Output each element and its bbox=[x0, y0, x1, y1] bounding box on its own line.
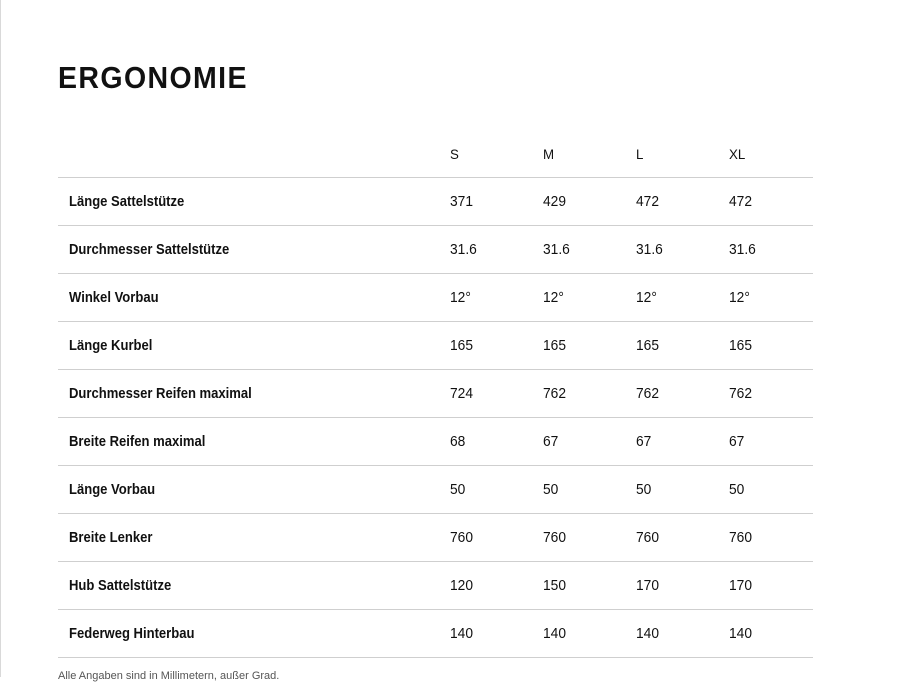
cell-value: 762 bbox=[636, 370, 729, 418]
table-row bbox=[58, 418, 813, 466]
row-label: Länge Kurbel bbox=[58, 322, 450, 370]
section-title: ERGONOMIE bbox=[58, 60, 248, 95]
cell-value: 762 bbox=[729, 370, 813, 418]
table-header-row bbox=[58, 130, 813, 178]
cell-value: 165 bbox=[729, 322, 813, 370]
cell-value: 170 bbox=[729, 562, 813, 610]
cell-value: 371 bbox=[450, 178, 543, 226]
cell-value: 165 bbox=[636, 322, 729, 370]
table-row bbox=[58, 562, 813, 610]
row-label: Durchmesser Reifen maximal bbox=[58, 370, 450, 418]
cell-value: 31.6 bbox=[729, 226, 813, 274]
header-size-l: L bbox=[636, 130, 729, 178]
row-label: Hub Sattelstütze bbox=[58, 562, 450, 610]
header-size-s: S bbox=[450, 130, 543, 178]
cell-value: 12° bbox=[543, 274, 636, 322]
table-row bbox=[58, 322, 813, 370]
row-label: Federweg Hinterbau bbox=[58, 610, 450, 658]
cell-value: 760 bbox=[450, 514, 543, 562]
row-label: Winkel Vorbau bbox=[58, 274, 450, 322]
cell-value: 760 bbox=[729, 514, 813, 562]
cell-value: 67 bbox=[543, 418, 636, 466]
cell-value: 140 bbox=[729, 610, 813, 658]
cell-value: 170 bbox=[636, 562, 729, 610]
cell-value: 760 bbox=[636, 514, 729, 562]
cell-value: 68 bbox=[450, 418, 543, 466]
cell-value: 12° bbox=[636, 274, 729, 322]
ergonomics-table bbox=[58, 130, 813, 658]
cell-value: 472 bbox=[636, 178, 729, 226]
row-label: Durchmesser Sattelstütze bbox=[58, 226, 450, 274]
page-left-border bbox=[0, 0, 1, 677]
table-row bbox=[58, 466, 813, 514]
table-body bbox=[58, 178, 813, 658]
header-label-column bbox=[58, 130, 450, 178]
cell-value: 150 bbox=[543, 562, 636, 610]
row-label: Breite Lenker bbox=[58, 514, 450, 562]
cell-value: 31.6 bbox=[543, 226, 636, 274]
cell-value: 12° bbox=[729, 274, 813, 322]
cell-value: 762 bbox=[543, 370, 636, 418]
cell-value: 50 bbox=[543, 466, 636, 514]
table-row bbox=[58, 178, 813, 226]
row-label: Breite Reifen maximal bbox=[58, 418, 450, 466]
table-row bbox=[58, 226, 813, 274]
cell-value: 429 bbox=[543, 178, 636, 226]
table-row bbox=[58, 514, 813, 562]
footnote: Alle Angaben sind in Millimetern, außer Grad. bbox=[58, 670, 280, 682]
cell-value: 140 bbox=[543, 610, 636, 658]
cell-value: 50 bbox=[450, 466, 543, 514]
cell-value: 50 bbox=[636, 466, 729, 514]
cell-value: 120 bbox=[450, 562, 543, 610]
cell-value: 12° bbox=[450, 274, 543, 322]
cell-value: 50 bbox=[729, 466, 813, 514]
cell-value: 31.6 bbox=[450, 226, 543, 274]
cell-value: 67 bbox=[729, 418, 813, 466]
cell-value: 31.6 bbox=[636, 226, 729, 274]
table-row bbox=[58, 274, 813, 322]
header-size-xl: XL bbox=[729, 130, 813, 178]
cell-value: 140 bbox=[636, 610, 729, 658]
row-label: Länge Sattelstütze bbox=[58, 178, 450, 226]
row-label: Länge Vorbau bbox=[58, 466, 450, 514]
cell-value: 760 bbox=[543, 514, 636, 562]
table-row bbox=[58, 610, 813, 658]
cell-value: 724 bbox=[450, 370, 543, 418]
cell-value: 67 bbox=[636, 418, 729, 466]
cell-value: 165 bbox=[543, 322, 636, 370]
cell-value: 472 bbox=[729, 178, 813, 226]
cell-value: 165 bbox=[450, 322, 543, 370]
header-size-m: M bbox=[543, 130, 636, 178]
cell-value: 140 bbox=[450, 610, 543, 658]
table-row bbox=[58, 370, 813, 418]
